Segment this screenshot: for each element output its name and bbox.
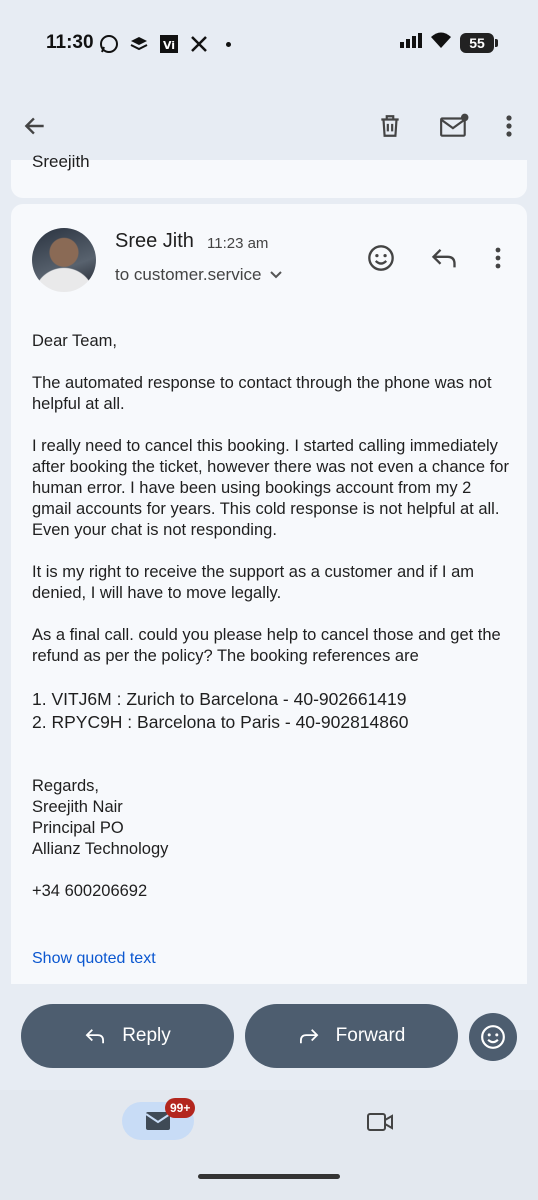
booking-references: [32, 688, 512, 734]
system-icons: [400, 31, 494, 54]
emoji-icon: [367, 244, 395, 272]
emoji-react-button[interactable]: [469, 1013, 517, 1061]
x-icon: [188, 33, 210, 55]
status-time: 11:30: [46, 32, 94, 53]
body-paragraph: The automated response to contact through the phone was not helpful at all.: [32, 374, 492, 413]
delete-button[interactable]: [372, 108, 408, 144]
mark-unread-button[interactable]: [436, 108, 472, 144]
signature-closing: Regards,: [32, 777, 99, 795]
unread-count-badge: 99+: [165, 1098, 195, 1118]
more-options-button[interactable]: [491, 108, 527, 144]
forward-icon: [298, 1027, 320, 1045]
message-more-button[interactable]: [480, 240, 516, 276]
more-vert-icon: [494, 246, 502, 270]
body-paragraph: As a final call. could you please help to cancel those and get the refund as per the policy? The booking references are: [32, 626, 501, 665]
signature-company: Allianz Technology: [32, 840, 169, 858]
booking-ref-item: 1. VITJ6M : Zurich to Barcelona - 40-902661419: [32, 689, 407, 709]
mark-unread-icon: [439, 113, 469, 139]
vi-icon: [158, 33, 180, 55]
reply-icon: [430, 246, 458, 270]
chevron-down-icon: [269, 270, 283, 280]
reply-label: Reply: [122, 1025, 171, 1046]
nav-meet-tab[interactable]: [362, 1104, 398, 1140]
react-button[interactable]: [363, 240, 399, 276]
signal-icon: [400, 32, 422, 53]
recipients-text: to customer.service: [115, 265, 262, 284]
show-quoted-link[interactable]: Show quoted text: [32, 950, 156, 967]
back-button[interactable]: [17, 108, 53, 144]
forward-button[interactable]: [245, 1004, 458, 1068]
status-bar: [0, 0, 538, 88]
booking-ref-item: 2. RPYC9H : Barcelona to Paris - 40-902814860: [32, 712, 409, 732]
action-row: [0, 1004, 538, 1070]
body-paragraph: I really need to cancel this booking. I started calling immediately after booking the ticket, however there was not even a chance for human error. I have been using bookings account from my 2 gmail accounts for years. This cold response is not helpful at all. Even your chat is not responding.: [32, 437, 509, 539]
signature-phone[interactable]: +34 600206692: [32, 882, 148, 900]
message-body: [32, 331, 512, 902]
signature-title: Principal PO: [32, 819, 124, 837]
bottom-navigation: [0, 1090, 538, 1200]
forward-label: Forward: [335, 1025, 406, 1046]
delete-icon: [377, 113, 403, 139]
greeting: Dear Team,: [32, 332, 117, 350]
battery-indicator: 55: [460, 33, 494, 53]
stack-icon: [128, 33, 150, 55]
top-app-bar: [0, 96, 538, 156]
previous-message-card[interactable]: [11, 152, 527, 198]
whatsapp-icon: [98, 33, 120, 55]
notification-icons: [98, 33, 231, 55]
previous-sender: Sreejith: [32, 152, 90, 171]
emoji-icon: [480, 1024, 506, 1050]
more-vert-icon: [505, 113, 513, 139]
signature: [32, 776, 512, 902]
svg-text:Vi: Vi: [162, 39, 176, 52]
recipients-toggle[interactable]: [115, 265, 283, 285]
video-camera-icon: [366, 1111, 394, 1133]
signature-name: Sreejith Nair: [32, 798, 123, 816]
back-arrow-icon: [22, 113, 48, 139]
wifi-icon: [430, 31, 452, 54]
avatar[interactable]: [32, 228, 96, 292]
more-notifications-dot: [226, 42, 231, 47]
sender-name: Sree Jith: [115, 230, 194, 252]
sent-time: 11:23 am: [207, 235, 269, 252]
message-card: [11, 204, 527, 984]
reply-icon: [84, 1027, 106, 1045]
home-indicator[interactable]: [198, 1174, 340, 1179]
body-paragraph: It is my right to receive the support as a customer and if I am denied, I will have to move legally.: [32, 563, 475, 602]
reply-icon-button[interactable]: [426, 240, 462, 276]
reply-button[interactable]: [21, 1004, 234, 1068]
